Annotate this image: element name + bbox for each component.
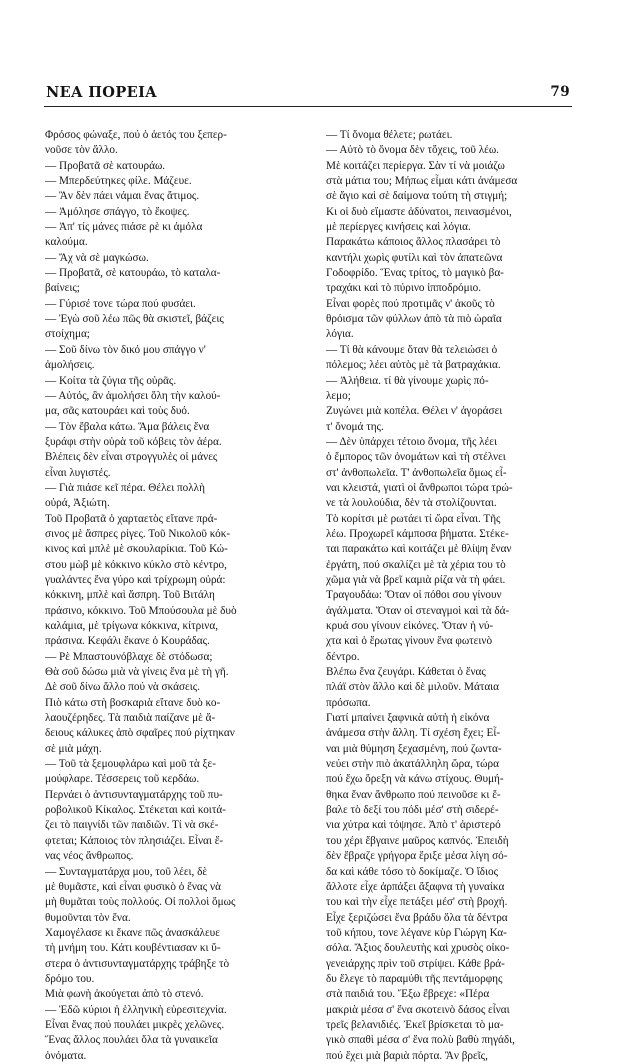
- text-line: στερα ὁ ἀντισυνταγματάρχης τράβηξε τὸ: [45, 957, 230, 970]
- text-line: μὲ περίεργες κινήσεις καὶ λόγια.: [326, 221, 471, 234]
- text-line: ἀμολήσεις.: [45, 359, 95, 372]
- text-line: νε τὰ λουλούδια, δὲν τὰ στολίζουνται.: [326, 497, 497, 510]
- text-line: — Κοίτα τὰ ζύγια τῆς οὐρᾶς.: [45, 374, 177, 387]
- text-line: πρόσωπα.: [326, 696, 371, 709]
- text-line: — Τὸν ἔβαλα κάτω. Ἅμα βάλεις ἕνα: [45, 420, 210, 433]
- text-line: — Γύρισέ τονε τώρα πού φυσάει.: [45, 297, 196, 310]
- text-line: — Ἐγὼ σοῦ λέω πῶς θὰ σκιστεῖ, βάζεις: [45, 313, 224, 326]
- text-line: πόλεμος; λέει αὐτὸς μὲ τὰ βατραχάκια.: [326, 359, 501, 372]
- text-line: στὰ μάτια του; Μήπως εἶμαι κάτι ἀνάμεσα: [326, 175, 518, 188]
- text-line: λόγια.: [326, 328, 354, 341]
- text-line: σόλα. Ἄξιος δουλευτὴς καὶ χρυσὸς οἰκο-: [326, 942, 510, 955]
- text-line: του καὶ τὴν εἶχε πετάξει μέσ' στὴ βροχή.: [326, 896, 508, 909]
- text-line: — Τί θὰ κάνουμε ὅταν θὰ τελειώσει ὁ: [326, 343, 498, 356]
- text-line: καντήλι χωρὶς φυτίλι καὶ τὸν ἀπατεῶνα: [326, 251, 503, 264]
- text-line: — Ρὲ Μπαστουνόβλαχε δὲ στόδωσα;: [45, 650, 213, 663]
- text-line: Μιὰ φωνὴ ἀκούγεται ἀπὸ τὸ στενό.: [45, 988, 204, 1001]
- text-line: θηκα ἕναν ἄνθρωπο πού πεινοῦσε κι ἔ-: [326, 788, 501, 801]
- text-line: τοῦ κήπου, τονε λέγανε κὺρ Γιώργη Κα-: [326, 926, 507, 939]
- text-line: κινος καὶ μπλὲ μὲ σκουλαρίκια. Τοῦ Κώ-: [45, 543, 228, 556]
- text-line: γικὸ σπαθὶ μέσα σ' ἕνα πολὺ βαθὺ πηγάδι,: [326, 1034, 515, 1047]
- text-line: τὴ μνήμη του. Κάτι κουβέντιασαν κι ὕ-: [45, 942, 221, 955]
- text-line: — Προβατᾶ σὲ κατουράω.: [45, 159, 166, 172]
- text-line: — Συνταγματάρχα μου, τοῦ λέει, δὲ: [45, 865, 208, 878]
- text-line: ἐργάτη, πού σκαλίζει μὲ τὰ χέρια του τὸ: [326, 558, 506, 571]
- text-line: χῶμα γιὰ νὰ βρεῖ καμιὰ ρίζα νὰ τὴ φάει.: [326, 573, 506, 586]
- text-line: Περνάει ὁ ἀντισυνταγματάρχης τοῦ πυ-: [45, 788, 223, 801]
- text-line: ἀγάλματα. Ὅταν οἱ στεναγμοὶ καὶ τὰ δά-: [326, 604, 510, 617]
- text-line: λέω. Προχωρεῖ κάμποσα βήματα. Στέκε-: [326, 527, 509, 540]
- text-line: ἀνάμεσα στὴν ἄλλη. Τί σχέση ἔχει; Εἶ-: [326, 727, 501, 740]
- text-line: Βλέπεις δὲν εἶναι στρογγυλὲς οἱ μάνες: [45, 451, 218, 464]
- text-line: μὴ θυμᾶται τοὺς πολλούς. Οἱ πολλοὶ ὅμως: [45, 896, 236, 909]
- header-rule: [44, 106, 572, 107]
- text-line: Δὲ σοῦ δίνω ἄλλο πού νὰ σκάσεις.: [45, 681, 200, 694]
- text-line: φτεται; Κάποιος τὸν πλησιάζει. Εἶναι ἕ-: [45, 834, 224, 847]
- text-line: Κι οἱ δυὸ εἴμαστε ἀδύνατοι, πεινασμένοι,: [326, 205, 512, 218]
- text-line: χτα καὶ ὁ ἔρωτας γίνουν ἕνα φωτεινὸ: [326, 635, 493, 648]
- text-line: δυ ἔλεγε τὸ παραμύθι τῆς πεντάμορφης: [326, 972, 503, 985]
- text-line: πού ἔχω ὄρεξη νὰ κάνω στίχους. Θυμή-: [326, 773, 504, 786]
- text-line: πλάϊ στὸν ἄλλο καὶ δὲ μιλοῦν. Μάταια: [326, 681, 500, 694]
- text-line: σὲ ἅγιο καὶ σὲ δαίμονα τούτη τὴ στιγμή;: [326, 190, 508, 203]
- text-line: σὲ μιὰ μάχη.: [45, 742, 102, 755]
- left-column: [45, 128, 303, 1064]
- text-line: — Μπερδεύτηκες φίλε. Μάζευε.: [45, 175, 192, 188]
- running-header: [46, 84, 570, 102]
- text-line: δὲν ἔβραζε γρήγορα ἔριξε μέσα λίγη σό-: [326, 850, 508, 863]
- text-line: λαουζέρηδες. Τὰ παιδιὰ παίζανε μὲ ἄ-: [45, 712, 216, 725]
- text-line: — Σοῦ δίνω τὸν δικό μου σπάγγο ν': [45, 343, 206, 356]
- text-line: ὀνόματα.: [45, 1049, 87, 1062]
- text-line: μὲ θυμᾶστε, καὶ εἶναι φυσικὸ ὁ ἕνας νὰ: [45, 880, 221, 893]
- text-line: τρεῖς βελανιδιές. Ἐκεῖ βρίσκεται τὸ μα-: [326, 1018, 504, 1031]
- text-line: — Δὲν ὑπάρχει τέτοιο ὄνομα, τῆς λέει: [326, 435, 498, 448]
- text-line: — Τί ὄνομα θέλετε; ρωτάει.: [326, 129, 453, 141]
- text-line: ξυράφι στὴν οὐρὰ τοῦ κόβεις τὸν ἀέρα.: [45, 435, 222, 448]
- text-line: ἄλλοτε εἶχε ἁρπάξει ἄξαφνα τὴ γυναίκα: [326, 880, 505, 893]
- text-line: — Ἐδῶ κύριοι ἡ ἑλληνικὴ εὑρεσιτεχνία.: [45, 1003, 227, 1016]
- text-line: — Γιὰ πιάσε κεῖ πέρα. Θέλει πολλὴ: [45, 481, 205, 494]
- text-line: Πιὸ κάτω στὴ βοσκαριὰ εἴτανε δυὸ κο-: [45, 696, 221, 709]
- text-line: — Προβατᾶ, σὲ κατουράω, τὸ καταλα-: [45, 267, 221, 280]
- text-line: γενειάρχης πρὶν τοῦ στρίψει. Κάθε βρά-: [326, 957, 505, 970]
- text-line: καλάμια, μὲ τρίγωνα κόκκινα, κίτρινα,: [45, 620, 218, 632]
- text-line: βαλε τὸ δεξί του πόδι μέσ' στὴ σιδερέ-: [326, 804, 499, 817]
- text-line: βαίνεις;: [45, 282, 80, 295]
- text-line: πράσινο, κόκκινο. Τοῦ Μπούσουλα μὲ δυὸ: [45, 604, 237, 617]
- text-line: Θὰ σοῦ δώσω μιὰ νὰ γίνεις ἕνα μὲ τὴ γῆ.: [45, 666, 229, 679]
- text-line: τραχάκι καὶ τὸ πύρινο ἱπποδρόμιο.: [326, 282, 482, 295]
- text-line: στὰ παιδιά του. Ἔξω ἔβρεχε: «Πέρα: [326, 988, 490, 1001]
- text-line: στ' ἀνθοπωλεῖα. Τ' ἀνθοπωλεῖα ὅμως εἶ-: [326, 466, 507, 479]
- text-line: κρυά σου γίνουν εἰκόνες. Ὅταν ἡ νύ-: [326, 620, 494, 632]
- text-line: Γοδοφρίδο. Ἕνας τρίτος, τὸ μαγικὸ βα-: [326, 267, 504, 280]
- text-line: θυμοῦνται τὸν ἕνα.: [45, 911, 131, 924]
- text-line: Ζυγώνει μιὰ κοπέλα. Θέλει ν' ἀγοράσει: [326, 405, 503, 418]
- text-line: — Αὐτός, ἂν ἀμολήσει ὅλη τὴν καλού-: [45, 389, 221, 402]
- text-line: νεύει στὴν πιὸ ἀκατάλληλη ὥρα, τώρα: [326, 758, 499, 771]
- text-line: ὁ ἔμπορος τῶν ὀνομάτων καὶ τὴ στέλνει: [326, 451, 506, 464]
- text-line: θρόισμα τῶν φύλλων ἀπὸ τὰ πιὸ ὡραῖα: [326, 313, 502, 326]
- text-line: στου μὼβ μὲ κόκκινο κύκλο στὸ κέντρο,: [45, 558, 227, 571]
- text-line: Ἕνας ἄλλος πουλάει ὅλα τὰ γυναικεῖα: [45, 1034, 218, 1047]
- text-line: μακριὰ μέσα σ' ἕνα σκοτεινὸ δάσος εἶναι: [326, 1003, 510, 1016]
- text-line: Εἶχε ξεριζώσει ἕνα βράδυ ὅλα τὰ δέντρα: [326, 911, 508, 924]
- text-line: δειους κάλυκες ἀπὸ σφαῖρες πού ρίχτηκαν: [45, 727, 235, 740]
- text-line: κόκκινη, μπλὲ καὶ ἄσπρη. Τοῦ Βιτάλη: [45, 589, 215, 602]
- text-line: Χαμογέλασε κι ἔκανε πῶς ἀνασκάλευε: [45, 926, 220, 939]
- text-line: νια χύτρα καὶ τόψησε. Ἀπὸ τ' ἀριστερό: [326, 819, 501, 832]
- text-line: στοίχημα;: [45, 328, 90, 341]
- text-line: — Αὐτὸ τὸ ὄνομα δὲν τὄχεις, τοῦ λέω.: [326, 144, 499, 157]
- text-line: Εἶναι ἕνας πού πουλάει μικρὲς χελῶνες.: [45, 1018, 225, 1031]
- text-line: Τὸ κορίτσι μὲ ρωτάει τί ὥρα εἶναι. Τῆς: [326, 512, 501, 525]
- text-line: Γιατί μπαίνει ξαφνικὰ αὐτὴ ἡ εἰκόνα: [326, 712, 490, 725]
- text-line: μούφλαρε. Τέσσερεις τοῦ κερδάω.: [45, 773, 200, 786]
- text-line: νας νέος ἄνθρωπος.: [45, 850, 134, 863]
- text-line: τ' ὄνομά της.: [326, 420, 384, 433]
- text-line: δρόμο του.: [45, 972, 95, 985]
- text-line: — Τοῦ τὰ ξεμουφλάρω καὶ μοῦ τὰ ξε-: [45, 758, 216, 771]
- text-line: καλούμα.: [45, 236, 88, 249]
- text-line: οὐρά, Ἀξιώτη.: [45, 497, 110, 510]
- text-line: ναι κλειστά, γιατὶ οἱ ἄνθρωποι τώρα τρώ-: [326, 481, 513, 494]
- text-line: πράσινα. Κεφάλι ἔκανε ὁ Κουράδας.: [45, 635, 210, 648]
- text-line: δα καὶ κάθε τόσο τὸ δοκίμαζε. Ὁ ἴδιος: [326, 865, 499, 878]
- text-line: Μὲ κοιτάζει περίεργα. Σὰν τί νὰ μοιάζω: [326, 159, 505, 172]
- text-line: πού ἔχει μιὰ βαριὰ πόρτα. Ἂν βρεῖς,: [326, 1049, 488, 1062]
- text-line: — Ἀπ' τίς μάνες πιάσε ρὲ κι ἀμόλα: [45, 221, 203, 234]
- text-line: Εἶναι φορὲς πού προτιμᾶς ν' ἀκοῦς τὸ: [326, 297, 495, 310]
- text-line: νοῦσε τὸν ἄλλο.: [45, 144, 118, 157]
- right-column: [326, 128, 586, 1064]
- text-line: σινος μὲ ἄσπρες ρίγες. Τοῦ Νικολοῦ κόκ-: [45, 527, 231, 540]
- text-line: ται παρακάτω καὶ κοιτάζει μὲ θλίψη ἕναν: [326, 543, 512, 556]
- journal-title: ΝΕΑ ΠΟΡΕΙΑ: [46, 84, 157, 101]
- text-line: μα, σᾶς κατουράει καὶ τοὺς δυό.: [45, 405, 190, 418]
- text-line: του χέρι ἔβγαινε μαῦρος καπνός. Ἐπειδὴ: [326, 834, 509, 847]
- text-line: ζει τὸ παιγνίδι τῶν παιδιῶν. Τί νὰ σκέ-: [45, 819, 219, 832]
- text-line: — Ἂν δὲν πάει νάμαι ἕνας ἄτιμος.: [45, 190, 200, 203]
- text-line: Τοῦ Προβατᾶ ὁ χαρταετὸς εἴτανε πρά-: [45, 512, 218, 525]
- text-line: Βλέπω ἕνα ζευγάρι. Κάθεται ὁ ἕνας: [326, 666, 486, 679]
- text-line: Παρακάτω κάποιος ἄλλος πλασάρει τὸ: [326, 236, 501, 249]
- text-line: Φρόσος φώναξε, πού ὁ ἀετός του ξεπερ-: [45, 129, 227, 141]
- text-line: ροβολικοῦ Κίκαλος. Στέκεται καὶ κοιτά-: [45, 804, 226, 817]
- text-line: — Ἀλήθεια. τί θὰ γίνουμε χωρὶς πό-: [326, 374, 489, 387]
- text-line: γυαλάντες ἕνα γύρο καὶ τρίχρωμη οὐρά:: [45, 573, 226, 586]
- text-line: λεμο;: [326, 389, 351, 402]
- text-line: Τραγουδάω: Ὅταν οἱ πόθοι σου γίνουν: [326, 589, 502, 602]
- text-line: ναι μιὰ θύμηση ξεχασμένη, πού ζωντα-: [326, 742, 502, 755]
- text-line: — Ἀμόλησε σπάγγο, τὸ ἔκοψες.: [45, 205, 190, 218]
- text-line: δέντρο.: [326, 650, 360, 663]
- page-number: 79: [550, 84, 570, 100]
- text-line: εἶναι λυγιστές.: [45, 466, 111, 479]
- text-line: — Ἄχ νὰ σὲ μαγκώσω.: [45, 251, 149, 264]
